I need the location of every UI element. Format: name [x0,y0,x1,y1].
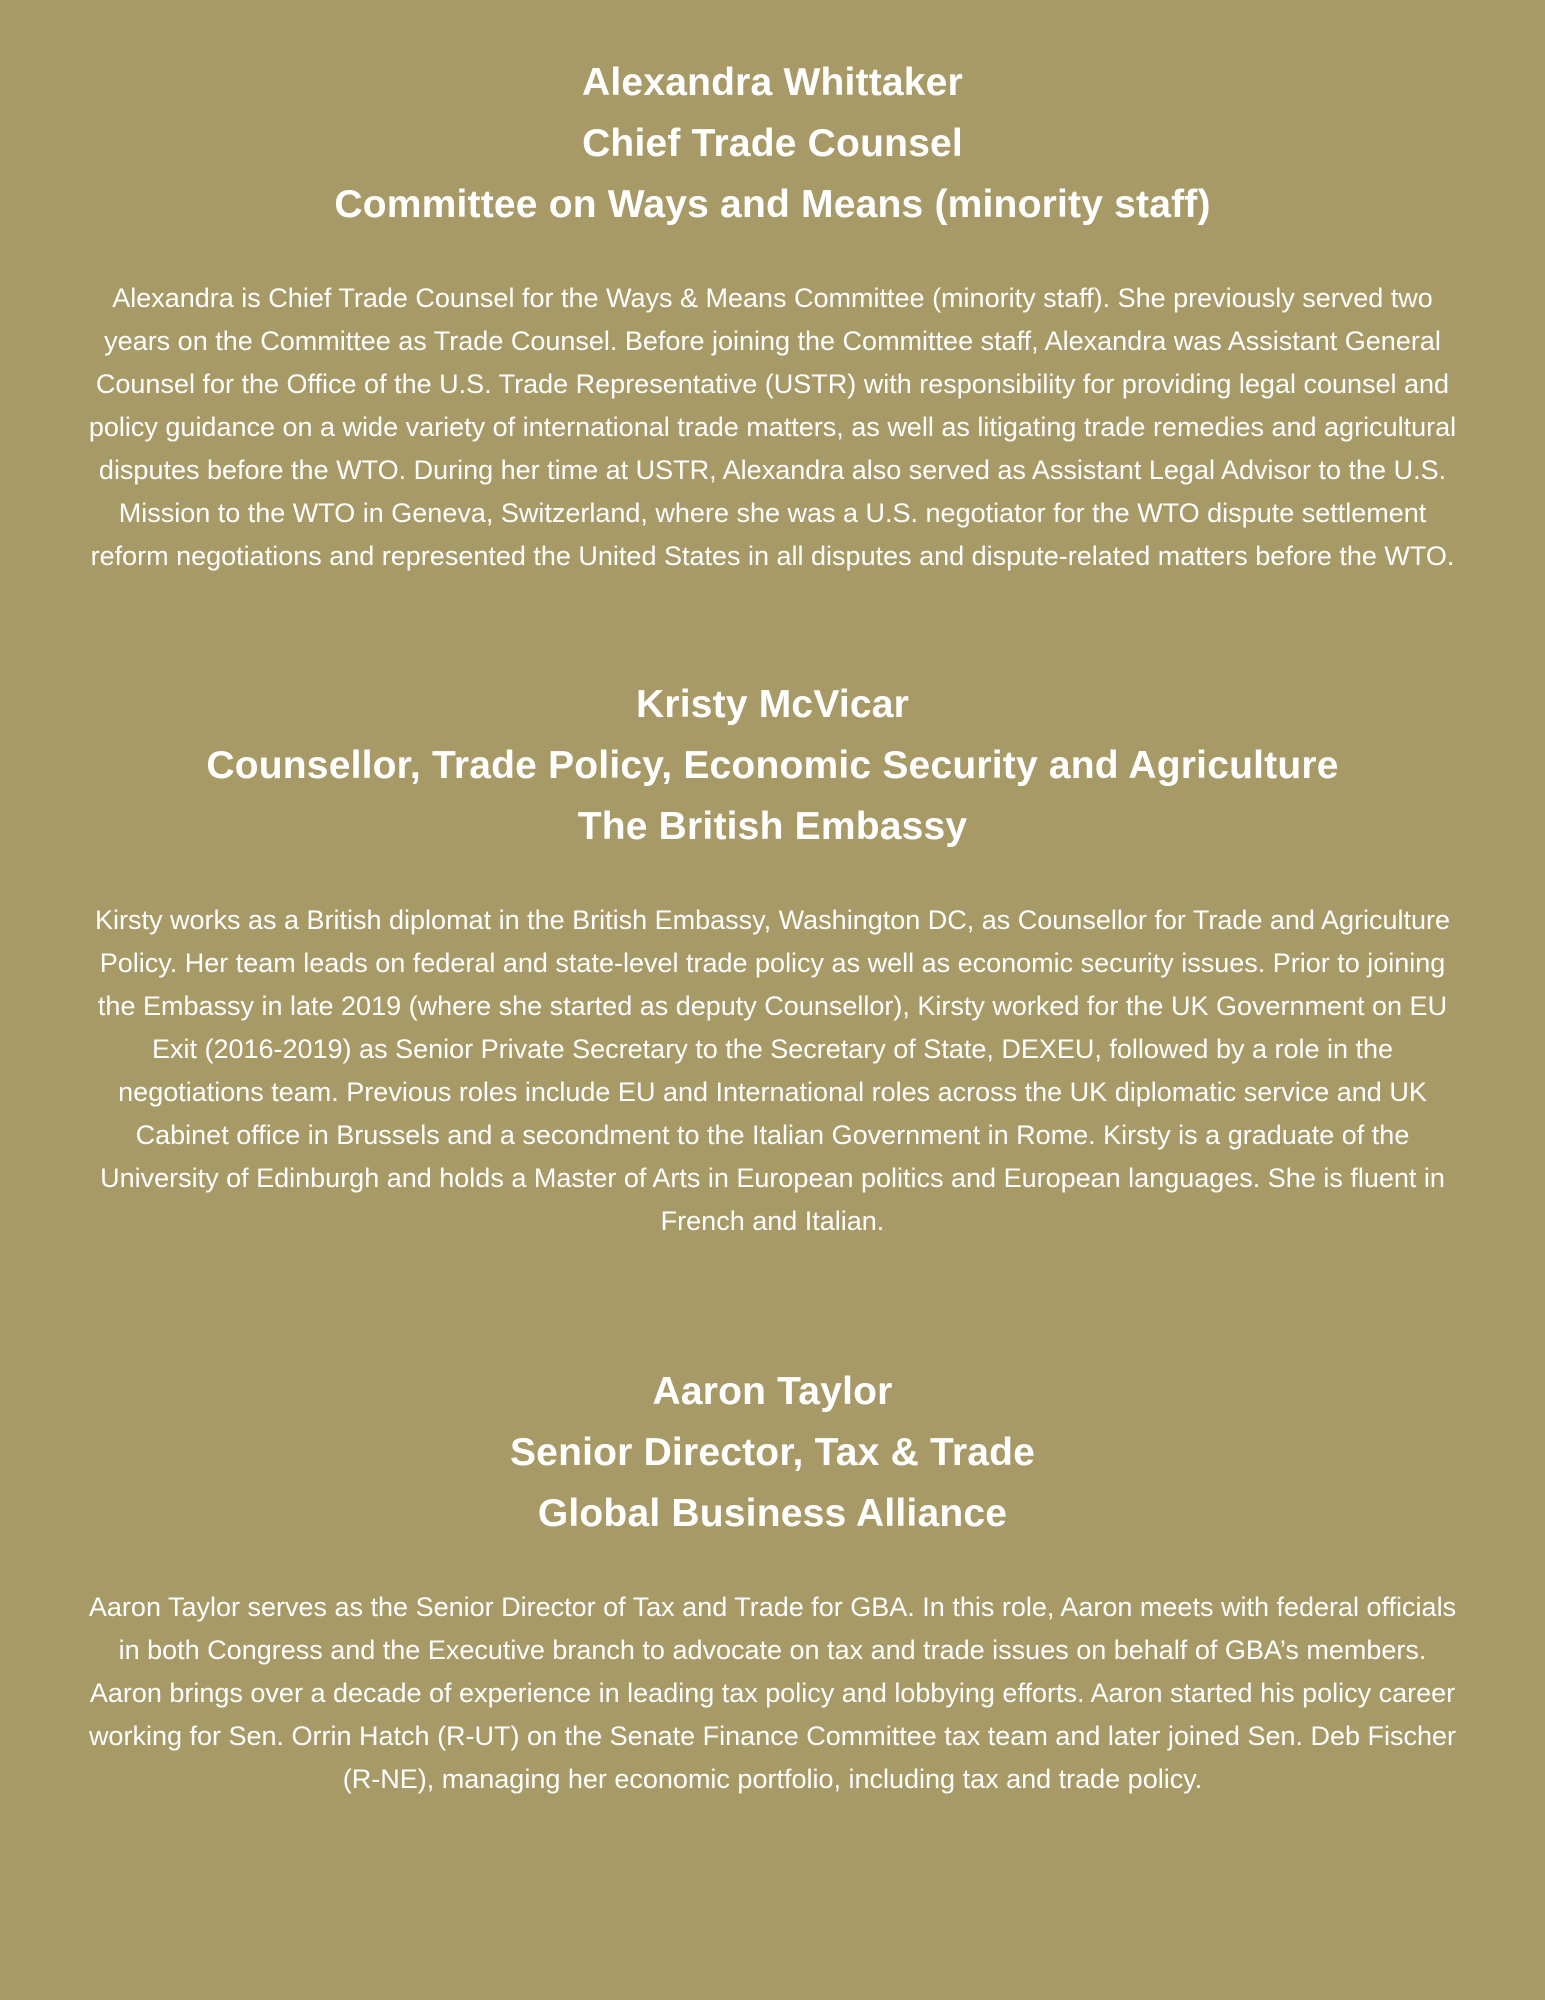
person-name: Alexandra Whittaker [582,61,963,104]
bio-paragraph: Aaron Taylor serves as the Senior Director of Tax and Trade for GBA. In this role, Aaron meets with federal officials in both Congress and the Executive branch to advocate on tax and trade issues on behalf of GBA’s members. Aaron brings over a decade of experience in leading tax policy and lobbying efforts. Aaron started his policy career working for Sen. Orrin Hatch (R-UT) on the Senate Finance Committee tax team and later joined Sen. Deb Fischer (R-NE), managing her economic portfolio, including tax and trade policy. [88,1592,1457,1794]
bio-section-alexandra-whittaker [83,52,1463,578]
speaker-heading [83,1361,1463,1544]
bio-paragraph: Kirsty works as a British diplomat in the British Embassy, Washington DC, as Counsellor for Trade and Agriculture Policy. Her team leads on federal and state-level trade policy as well as economic security issues. Prior to joining the Embassy in late 2019 (where she started as deputy Counsellor), Kirsty worked for the UK Government on EU Exit (2016-2019) as Senior Private Secretary to the Secretary of State, DEXEU, followed by a role in the negotiations team. Previous roles include EU and International roles across the UK diplomatic service and UK Cabinet office in Brussels and a secondment to the Italian Government in Rome. Kirsty is a graduate of the University of Edinburgh and holds a Master of Arts in European politics and European languages. She is fluent in French and Italian. [94,905,1451,1236]
person-organization: Global Business Alliance [537,1492,1008,1535]
person-organization: Committee on Ways and Means (minority staff) [334,183,1211,226]
bio-section-aaron-taylor [83,1361,1463,1801]
speaker-heading [83,674,1463,857]
bio-paragraph: Alexandra is Chief Trade Counsel for the Ways & Means Committee (minority staff). She previously served two years on the Committee as Trade Counsel. Before joining the Committee staff, Alexandra was Assistant General Counsel for the Office of the U.S. Trade Representative (USTR) with responsibility for providing legal counsel and policy guidance on a wide variety of international trade matters, as well as litigating trade remedies and agricultural disputes before the WTO. During her time at USTR, Alexandra also served as Assistant Legal Advisor to the U.S. Mission to the WTO in Geneva, Switzerland, where she was a U.S. negotiator for the WTO dispute settlement reform negotiations and represented the United States in all disputes and dispute-related matters before the WTO. [88,283,1457,571]
person-organization: The British Embassy [577,805,968,848]
person-name: Aaron Taylor [652,1370,893,1413]
person-title: Chief Trade Counsel [582,122,963,165]
speaker-heading [83,52,1463,235]
person-title: Senior Director, Tax & Trade [509,1431,1036,1474]
bio-section-kristy-mcvicar [83,674,1463,1243]
person-name: Kristy McVicar [635,683,910,726]
person-title: Counsellor, Trade Policy, Economic Security and Agriculture [206,744,1339,787]
